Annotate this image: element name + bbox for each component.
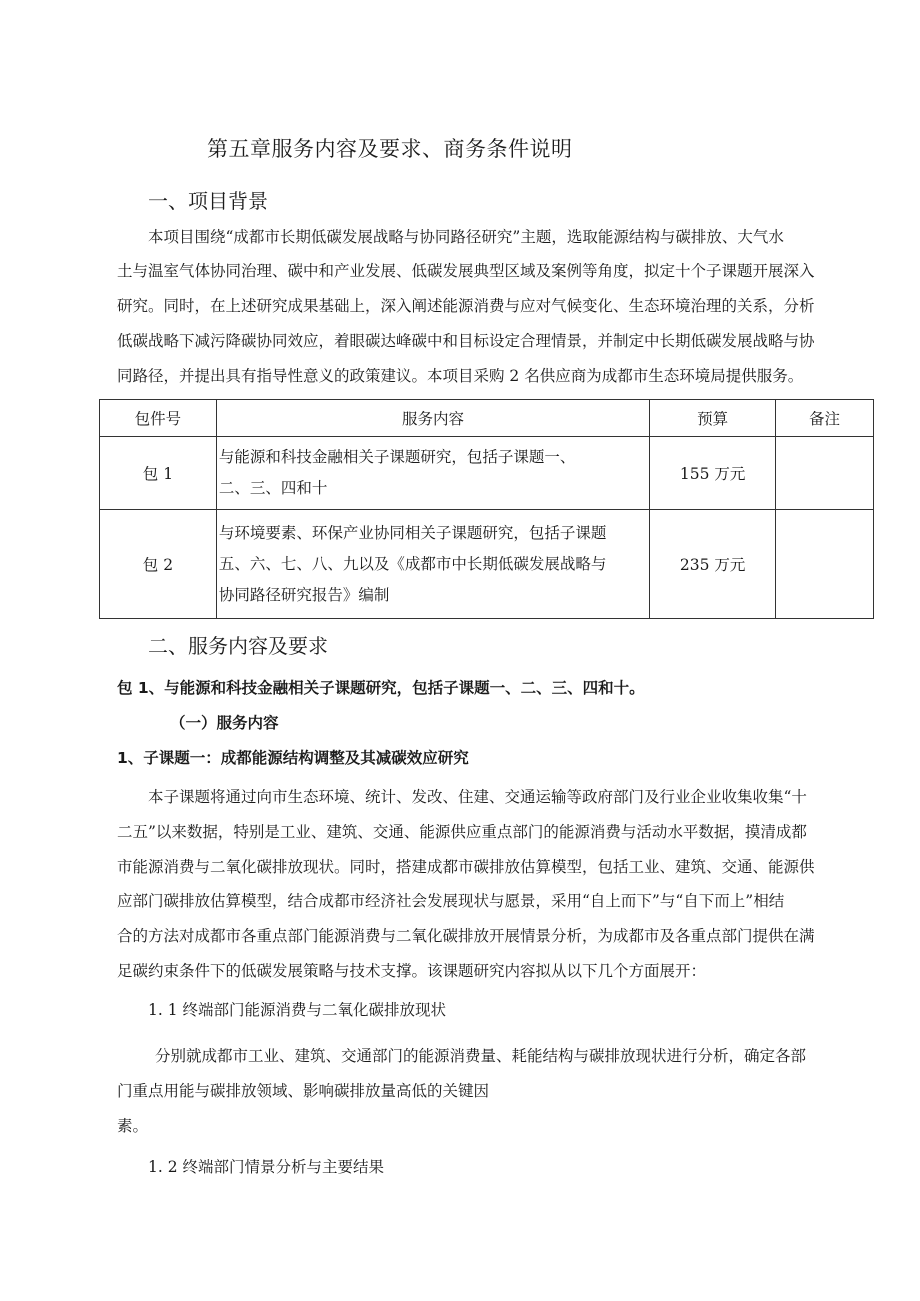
background-line: 低碳战略下减污降碳协同效应，着眼碳达峰碳中和目标设定合理情景，并制定中长期低碳发展战略与协 [117,332,815,350]
item-line: 分别就成都市工业、建筑、交通部门的能源消费量、耗能结构与碳排放现状进行分析，确定各部 [155,1047,807,1065]
package-heading: 包 1、与能源和科技金融相关子课题研究，包括子课题一、二、三、四和十。 [117,679,645,697]
section-heading-background: 一、项目背景 [148,189,268,213]
topic-line: 二五”以来数据，特别是工业、建筑、交通、能源供应重点部门的能源消费与活动水平数据，摸清成都 [117,823,807,841]
topic-line: 足碳约束条件下的低碳发展策略与技术支撑。该课题研究内容拟从以下几个方面展开： [117,962,707,980]
cell-note [776,510,874,619]
header-budget: 预算 [650,400,776,437]
item-line: 门重点用能与碳排放领域、影响碳排放量高低的关键因 [117,1082,490,1100]
cell-budget: 155 万元 [650,437,776,510]
cell-package: 包 1 [100,437,217,510]
content-line: 与能源和科技金融相关子课题研究，包括子课题一、 [218,448,576,466]
topic-line: 合的方法对成都市各重点部门能源消费与二氧化碳排放开展情景分析，为成都市及各重点部门提供在满 [117,927,815,945]
table-row [100,510,874,619]
item-heading-1-1: 1. 1 终端部门能源消费与二氧化碳排放现状 [148,1001,447,1019]
content-line: 与环境要素、环保产业协同相关子课题研究，包括子课题 [218,523,607,542]
cell-content [216,510,649,619]
topic-heading: 1、子课题一：成都能源结构调整及其减碳效应研究 [117,749,469,767]
topic-line: 市能源消费与二氧化碳排放现状。同时，搭建成都市碳排放估算模型，包括工业、建筑、交通、能源供 [117,858,815,876]
table-header-row [100,400,874,437]
content-line: 二、三、四和十 [218,479,328,497]
background-line: 研究。同时，在上述研究成果基础上，深入阐述能源消费与应对气候变化、生态环境治理的关系，分析 [117,297,815,315]
topic-line: 应部门碳排放估算模型，结合成都市经济社会发展现状与愿景，采用“自上而下”与“自下而上”相结 [117,892,785,910]
cell-budget: 235 万元 [650,510,776,619]
content-line: 五、六、七、八、九以及《成都市中长期低碳发展战略与 [218,554,607,573]
cell-content [216,437,649,510]
header-content: 服务内容 [216,400,649,437]
background-line: 同路径，并提出具有指导性意义的政策建议。本项目采购 2 名供应商为成都市生态环境局提供服务。 [117,367,804,385]
table-row [100,437,874,510]
item-line: 素。 [117,1117,149,1135]
header-package: 包件号 [100,400,217,437]
background-line: 本项目围绕“成都市长期低碳发展战略与协同路径研究”主题，选取能源结构与碳排放、大气水 [148,228,784,246]
cell-note [776,437,874,510]
section-heading-services: 二、服务内容及要求 [148,634,328,658]
topic-line: 本子课题将通过向市生态环境、统计、发改、住建、交通运输等政府部门及行业企业收集收集“十 [148,788,807,806]
background-line: 土与温室气体协同治理、碳中和产业发展、低碳发展典型区域及案例等角度，拟定十个子课题开展深入 [117,262,815,280]
header-note: 备注 [776,400,874,437]
sub-heading: （一）服务内容 [170,714,279,732]
cell-package: 包 2 [100,510,217,619]
chapter-title: 第五章服务内容及要求、商务条件说明 [207,137,573,161]
content-line: 协同路径研究报告》编制 [218,585,390,604]
package-table [99,399,874,619]
item-heading-1-2: 1. 2 终端部门情景分析与主要结果 [148,1158,385,1176]
